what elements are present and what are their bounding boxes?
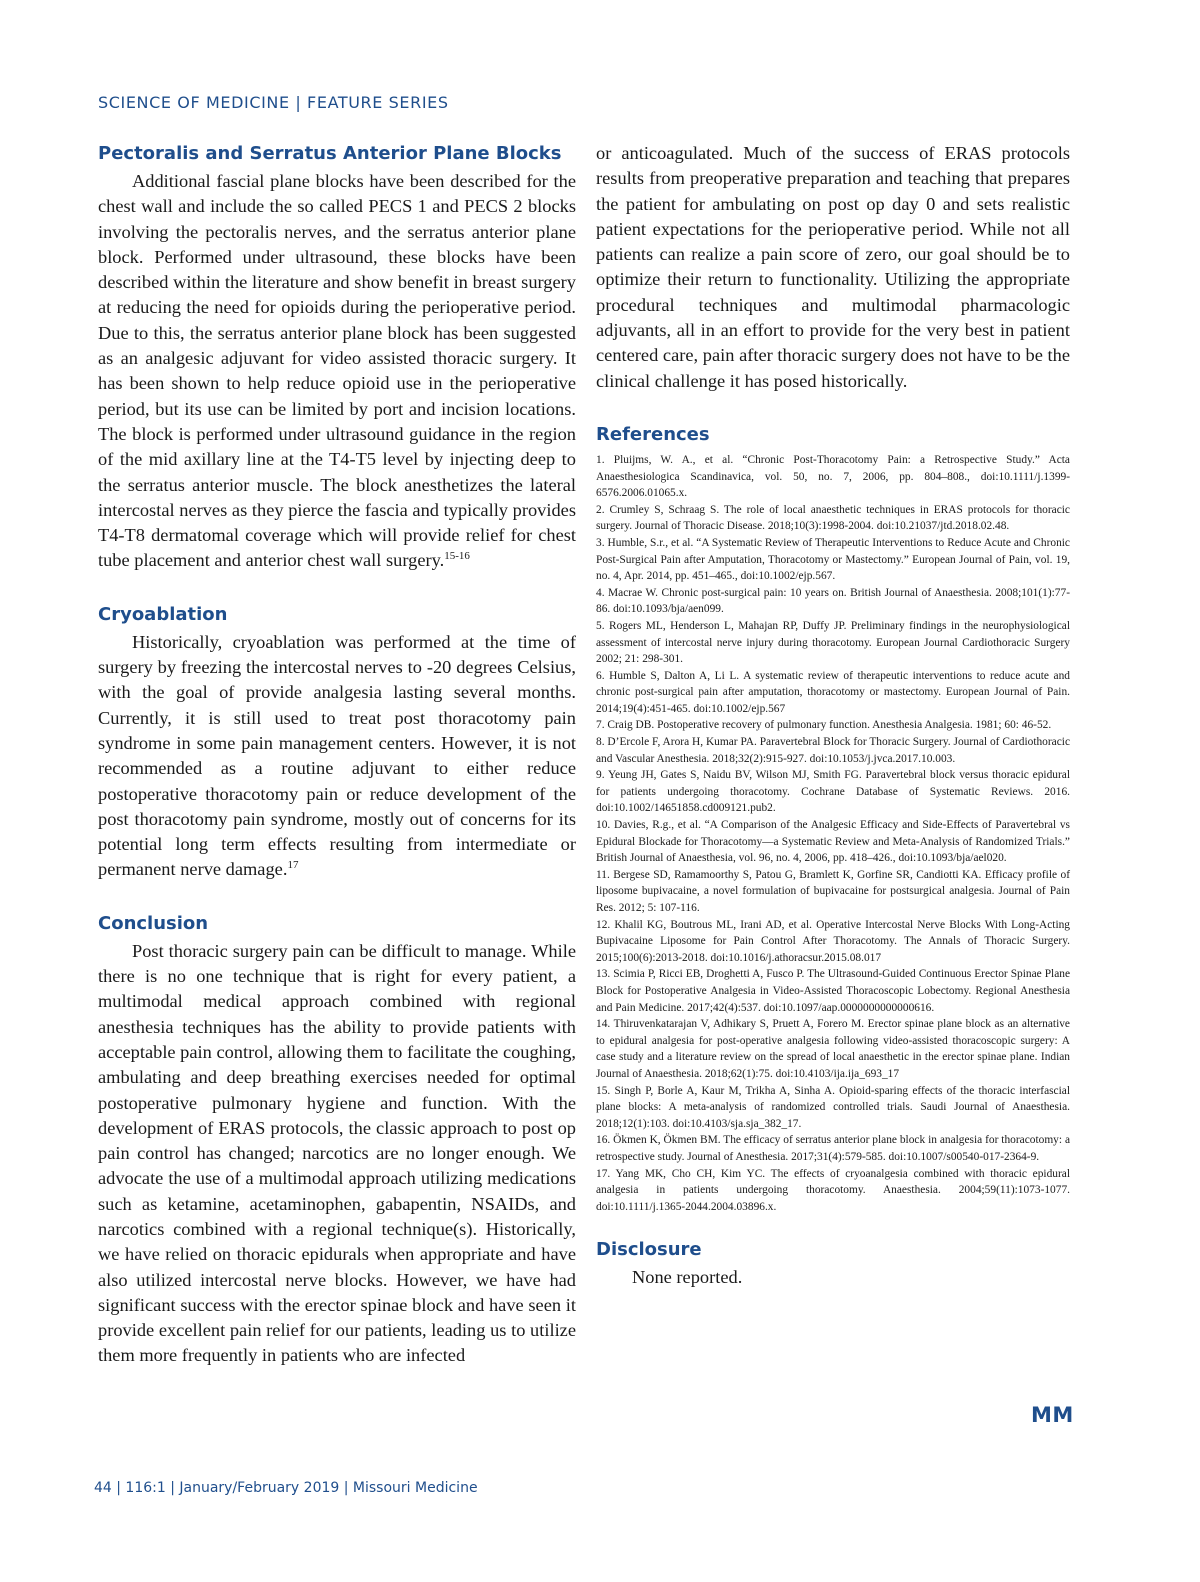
paragraph-conclusion: Post thoracic surgery pain can be difficult to manage. While there is no one technique that is right for every patient, a multimodal medical approach combined with regional anesthesia techniques has the ability to provide patients with acceptable pain control, allowing them to facilitate the coughing, ambulating and deep breathing exercises needed for optimal postoperative pulmonary hygiene and function. With the development of ERAS protocols, the classic approach to post op pain control has changed; narcotics are no longer enough. We advocate the use of a multimodal approach utilizing medications such as ketamine, acetaminophen, gabapentin, NSAIDs, and narcotics combined with a regional technique(s). Historically, we have relied on thoracic epidurals when appropriate and have also utilized intercostal nerve blocks. However, we have had significant success with the erector spinae block and have seen it provide excellent pain relief for our patients, leading us to utilize them more frequently in patients who are infected — [98, 940, 576, 1366]
section-conclusion — [98, 911, 576, 1369]
paragraph-conclusion-continued: or anticoagulated. Much of the success of ERAS protocols results from preoperative preparation and teaching that prepares the patient for ambulating on post op day 0 and sets realistic patient expectations for the perioperative period. While not all patients can realize a pain score of zero, our goal should be to optimize their return to functionality. Utilizing the appropriate procedural techniques and multimodal pharmacologic adjuvants, all in an effort to provide for the very best in patient centered care, pain after thoracic surgery does not have to be the clinical challenge it has posed historically. — [596, 143, 1070, 391]
reference-item: 2. Crumley S, Schraag S. The role of local anaesthetic techniques in ERAS protocols for thoracic surgery. Journal of Thoracic Disease. 2018;10(3):1998-2004. doi:10.21037/jtd.2018.02.48. — [596, 503, 1070, 533]
reference-list — [596, 452, 1070, 1215]
section-heading-references: References — [596, 423, 710, 445]
reference-item: 4. Macrae W. Chronic post-surgical pain: 10 years on. British Journal of Anaesthesia. 2008;101(1):77-86. doi:10.1093/bja/aen099. — [596, 586, 1070, 616]
running-head: SCIENCE OF MEDICINE | FEATURE SERIES — [98, 93, 449, 112]
reference-item: 8. D’Ercole F, Arora H, Kumar PA. Paravertebral Block for Thoracic Surgery. Journal of Cardiothoracic and Vascular Anesthesia. 2018;32(2):915-927. doi:10.1053/j.jvca.2017.10.003. — [596, 736, 1070, 765]
reference-item: 6. Humble S, Dalton A, Li L. A systematic review of therapeutic interventions to reduce acute and chronic post-surgical pain after amputation, thoracotomy or mastectomy. European Journal of Pain. 2014;19(4):451-465. doi:10.1002/ejp.567 — [596, 669, 1070, 715]
section-cryoablation — [98, 602, 576, 883]
reference-item: 7. Craig DB. Postoperative recovery of pulmonary function. Anesthesia Analgesia. 1981; 60: 46-52. — [596, 719, 1052, 732]
reference-item: 16. Ökmen K, Ökmen BM. The efficacy of serratus anterior plane block in analgesia for thoracotomy: a retrospective study. Journal of Anesthesia. 2017;31(4):579-585. doi:10.1007/s00540-017-2364-9. — [596, 1134, 1070, 1163]
reference-item: 3. Humble, S.r., et al. “A Systematic Review of Therapeutic Interventions to Reduce Acute and Chronic Post-Surgical Pain after Amputation, Thoracotomy or Mastectomy.” European Journal of Pain, vol. 19, no. 4, Apr. 2014, pp. 451–465., doi:10.1002/ejp.567. — [596, 536, 1070, 583]
page-footer: 44 | 116:1 | January/February 2019 | Missouri Medicine — [94, 1480, 478, 1496]
reference-item: 14. Thiruvenkatarajan V, Adhikary S, Pruett A, Forero M. Erector spinae plane block as an alternative to epidural analgesia for post-operative analgesia following video-assisted thoracoscopic surgery: A case study and a literature review on the spread of local anaesthetic in the erector spinae plane. Indian Journal of Anaesthesia. 2018;62(1):75. doi:10.4103/ija.ija_693_17 — [596, 1018, 1070, 1080]
reference-item: 10. Davies, R.g., et al. “A Comparison of the Analgesic Efficacy and Side-Effects of Paravertebral vs Epidural Blockade for Thoracotomy—a Systematic Review and Meta-Analysis of Randomized Trials.” British Journal of Anaesthesia, vol. 96, no. 4, 2006, pp. 418–426., doi:10.1093/bja/ael020. — [596, 819, 1070, 865]
paragraph-pectoralis-text: Additional fascial plane blocks have been described for the chest wall and include the so called PECS 1 and PECS 2 blocks involving the pectoralis nerves, and the serratus anterior plane block. Performed under ultrasound, these blocks have been described within the literature and show benefit in breast surgery at reducing the need for opioids during the perioperative period. Due to this, the serratus anterior plane block has been suggested as an analgesic adjuvant for video assisted thoracic surgery. It has been shown to help reduce opioid use in the perioperative period, but its use can be limited by port and incision locations. The block is performed under ultrasound guidance in the region of the mid axillary line at the T4-T5 level by injecting deep to the serratus anterior muscle. The block anesthetizes the lateral intercostal nerves as they pierce the fascia and typically provides T4-T8 dermatomal coverage which will provide relief for chest tube placement and anterior chest wall surgery. — [98, 171, 576, 571]
reference-item: 1. Pluijms, W. A., et al. “Chronic Post-Thoracotomy Pain: a Retrospective Study.” Acta Anaesthesiologica Scandinavica, vol. 50, no. 7, 2006, pp. 804–808., doi:10.1111/j.1399-6576.2006.01065.x. — [596, 453, 1070, 500]
reference-item: 5. Rogers ML, Henderson L, Mahajan RP, Duffy JP. Preliminary findings in the neurophysiological assessment of intercostal nerve injury during thoracotomy. European Journal Cardiothoracic Surgery 2002; 21: 298-301. — [596, 619, 1070, 666]
section-pectoralis — [98, 141, 576, 574]
section-heading-cryoablation: Cryoablation — [98, 603, 228, 625]
section-heading-pectoralis: Pectoralis and Serratus Anterior Plane Blocks — [98, 143, 562, 164]
mm-logo: MM — [1031, 1403, 1074, 1427]
reference-item: 13. Scimia P, Ricci EB, Droghetti A, Fusco P. The Ultrasound-Guided Continuous Erector Spinae Plane Block for Postoperative Analgesia in Video-Assisted Thoracoscopic Lobectomy. Regional Anesthesia and Pain Medicine. 2017;42(4):537. doi:10.1097/aap.0000000000000616. — [596, 968, 1070, 1014]
reference-item: 11. Bergese SD, Ramamoorthy S, Patou G, Bramlett K, Gorfine SR, Candiotti KA. Efficacy profile of liposome bupivacaine, a novel formulation of bupivacaine for postsurgical analgesia. Journal of Pain Res. 2012; 5: 107-116. — [596, 868, 1070, 914]
paragraph-cryoablation — [98, 630, 576, 883]
citation-superscript: 17 — [287, 859, 299, 872]
right-column — [596, 141, 1070, 1290]
paragraph-cryoablation-text: Historically, cryoablation was performed at the time of surgery by freezing the intercostal nerves to -20 degrees Celsius, with the goal of provide analgesia lasting several months. Currently, it is still used to treat post thoracotomy pain syndrome in some pain management centers. However, it is not recommended as a routine adjuvant to either reduce postoperative thoracotomy pain or reduce development of the post thoracotomy pain syndrome, mostly out of concerns for its potential long term effects resulting from intermediate or permanent nerve damage. — [98, 631, 576, 880]
reference-item: 17. Yang MK, Cho CH, Kim YC. The effects of cryoanalgesia combined with thoracic epidural analgesia in patients undergoing thoracotomy. Anaesthesia. 2004;59(11):1073-1077. doi:10.1111/j.1365-2044.2004.03896.x. — [596, 1167, 1070, 1213]
disclosure-text: None reported. — [632, 1267, 743, 1288]
paragraph-pectoralis — [98, 169, 576, 574]
section-heading-conclusion: Conclusion — [98, 912, 209, 934]
reference-item: 12. Khalil KG, Boutrous ML, Irani AD, et al. Operative Intercostal Nerve Blocks With Long-Acting Bupivacaine Liposome for Pain Control After Thoracotomy. The Annals of Thoracic Surgery. 2015;100(6):2013-2018. doi:10.1016/j.athoracsur.2015.08.017 — [596, 918, 1070, 964]
reference-item: 15. Singh P, Borle A, Kaur M, Trikha A, Sinha A. Opioid-sparing effects of the thoracic interfascial plane blocks: A meta-analysis of randomized controlled trials. Saudi Journal of Anaesthesia. 2018;12(1):103. doi:10.4103/sja.sja_382_17. — [596, 1084, 1070, 1130]
reference-item: 9. Yeung JH, Gates S, Naidu BV, Wilson MJ, Smith FG. Paravertebral block versus thoracic epidural for patients undergoing thoracotomy. Cochrane Database of Systematic Reviews. 2016. doi:10.1002/14651858.cd009121.pub2. — [596, 769, 1070, 815]
section-heading-disclosure: Disclosure — [596, 1239, 702, 1261]
left-column — [98, 141, 576, 1369]
citation-superscript: 15-16 — [444, 550, 470, 563]
